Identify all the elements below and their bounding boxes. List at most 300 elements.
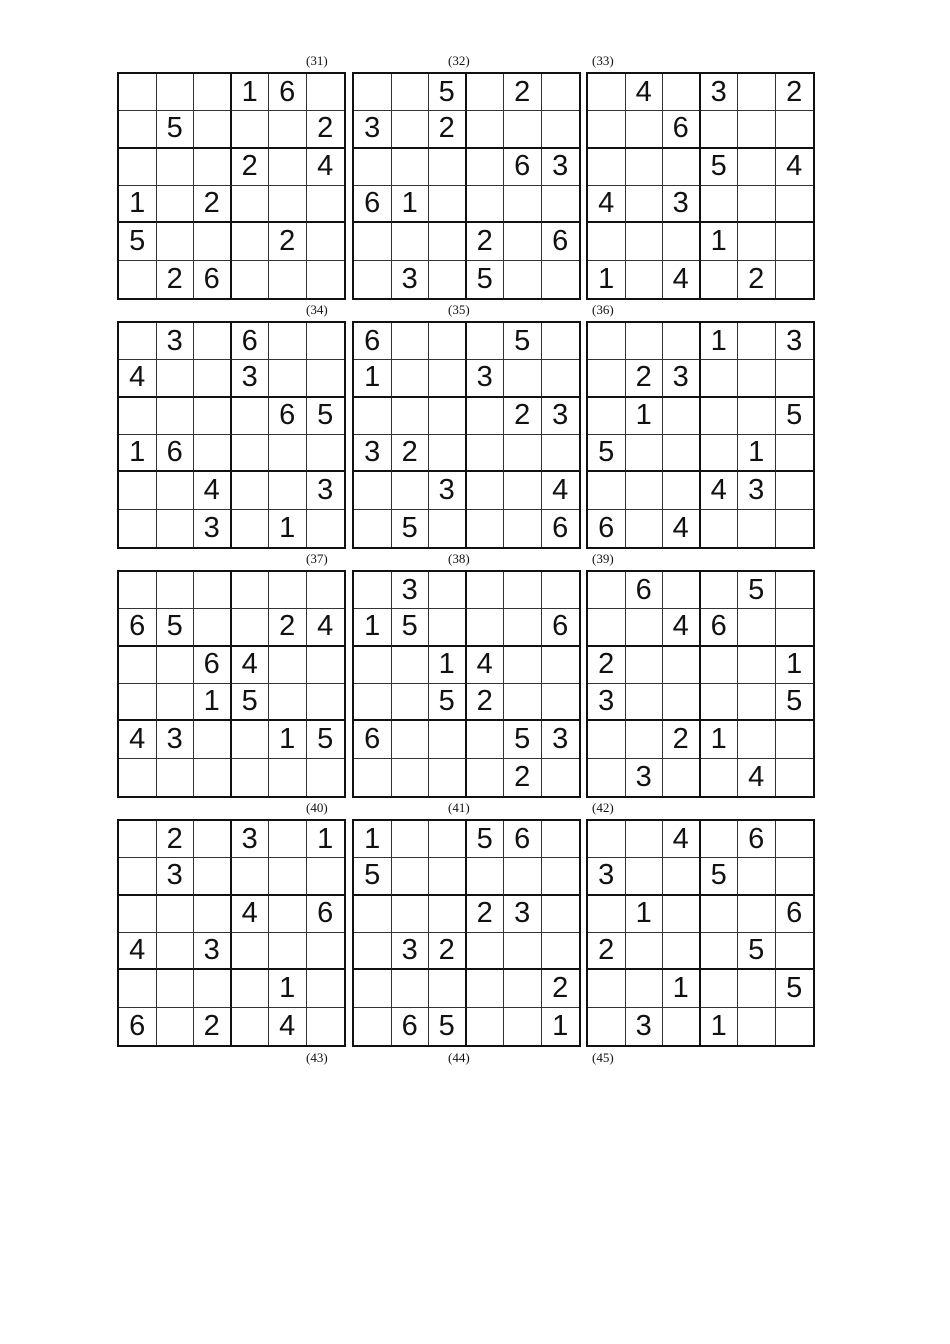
sudoku-cell: 1	[588, 261, 626, 298]
sudoku-cell	[738, 111, 776, 148]
sudoku-cell: 4	[232, 647, 270, 684]
sudoku-cell	[738, 186, 776, 223]
sudoku-cell	[626, 223, 664, 260]
sudoku-cell	[269, 435, 307, 472]
sudoku-cell	[663, 323, 701, 360]
sudoku-cell: 2	[626, 360, 664, 397]
sudoku-cell: 5	[307, 398, 345, 435]
sudoku-cell: 4	[467, 647, 505, 684]
sudoku-cell	[701, 759, 739, 796]
sudoku-cell	[119, 261, 157, 298]
sudoku-cell	[429, 223, 467, 260]
sudoku-cell: 2	[157, 261, 195, 298]
sudoku-cell	[738, 1008, 776, 1045]
sudoku-cell	[504, 684, 542, 721]
sudoku-cell: 3	[157, 323, 195, 360]
sudoku-cell	[157, 1008, 195, 1045]
sudoku-cell: 5	[467, 821, 505, 858]
sudoku-cell: 1	[776, 647, 814, 684]
sudoku-cell	[119, 572, 157, 609]
sudoku-cell	[588, 74, 626, 111]
sudoku-cell	[354, 510, 392, 547]
puzzle-number-label: (40)	[306, 800, 328, 815]
sudoku-cell: 2	[504, 398, 542, 435]
sudoku-cell	[542, 360, 580, 397]
sudoku-cell: 3	[738, 472, 776, 509]
sudoku-cell	[269, 759, 307, 796]
sudoku-cell	[119, 647, 157, 684]
sudoku-cell: 1	[701, 223, 739, 260]
sudoku-cell	[194, 970, 232, 1007]
sudoku-cell: 6	[194, 647, 232, 684]
sudoku-cell: 6	[392, 1008, 430, 1045]
sudoku-cell	[738, 896, 776, 933]
sudoku-cell: 4	[701, 472, 739, 509]
sudoku-cell	[354, 1008, 392, 1045]
sudoku-cell	[701, 111, 739, 148]
sudoku-cell	[504, 858, 542, 895]
sudoku-cell: 1	[663, 970, 701, 1007]
sudoku-cell	[663, 933, 701, 970]
sudoku-cell	[542, 111, 580, 148]
sudoku-cell	[542, 759, 580, 796]
puzzle-number-label: (34)	[306, 302, 328, 317]
sudoku-cell	[467, 186, 505, 223]
sudoku-cell	[588, 1008, 626, 1045]
sudoku-cell	[776, 472, 814, 509]
sudoku-cell: 2	[542, 970, 580, 1007]
sudoku-cell	[467, 721, 505, 758]
sudoku-cell	[307, 323, 345, 360]
sudoku-cell	[392, 472, 430, 509]
sudoku-cell	[194, 896, 232, 933]
sudoku-cell	[663, 572, 701, 609]
sudoku-cell: 3	[392, 933, 430, 970]
sudoku-grid	[352, 321, 581, 549]
sudoku-cell: 3	[542, 149, 580, 186]
sudoku-cell: 1	[738, 435, 776, 472]
sudoku-cell: 5	[392, 609, 430, 646]
sudoku-cell: 3	[157, 858, 195, 895]
sudoku-cell: 6	[626, 572, 664, 609]
sudoku-cell	[392, 684, 430, 721]
sudoku-cell: 2	[392, 435, 430, 472]
sudoku-cell	[232, 261, 270, 298]
sudoku-cell	[269, 933, 307, 970]
sudoku-cell	[504, 472, 542, 509]
sudoku-cell	[354, 896, 392, 933]
sudoku-cell	[738, 609, 776, 646]
sudoku-cell: 6	[194, 261, 232, 298]
sudoku-cell	[588, 398, 626, 435]
sudoku-cell	[467, 472, 505, 509]
sudoku-cell	[542, 933, 580, 970]
sudoku-cell: 3	[392, 261, 430, 298]
puzzle-number-label: (42)	[592, 800, 614, 815]
sudoku-cell	[663, 647, 701, 684]
sudoku-cell	[232, 933, 270, 970]
sudoku-cell	[429, 896, 467, 933]
sudoku-cell	[776, 609, 814, 646]
sudoku-cell	[504, 1008, 542, 1045]
sudoku-cell	[194, 721, 232, 758]
sudoku-cell: 4	[588, 186, 626, 223]
sudoku-cell: 5	[504, 323, 542, 360]
sudoku-cell	[429, 261, 467, 298]
sudoku-cell: 5	[588, 435, 626, 472]
sudoku-cell	[467, 1008, 505, 1045]
sudoku-cell	[542, 858, 580, 895]
sudoku-grid	[117, 570, 346, 798]
sudoku-cell: 3	[429, 472, 467, 509]
puzzle-number-label: (31)	[306, 53, 328, 68]
sudoku-cell	[429, 609, 467, 646]
sudoku-cell	[467, 323, 505, 360]
sudoku-cell	[663, 149, 701, 186]
sudoku-cell: 1	[269, 970, 307, 1007]
sudoku-cell	[663, 223, 701, 260]
sudoku-cell	[269, 472, 307, 509]
sudoku-cell	[429, 510, 467, 547]
sudoku-cell	[663, 1008, 701, 1045]
sudoku-cell	[626, 858, 664, 895]
sudoku-cell	[467, 572, 505, 609]
sudoku-grid	[117, 72, 346, 300]
sudoku-cell	[429, 970, 467, 1007]
sudoku-cell: 3	[467, 360, 505, 397]
sudoku-cell	[157, 74, 195, 111]
sudoku-cell	[738, 970, 776, 1007]
sudoku-cell	[392, 149, 430, 186]
sudoku-cell: 4	[776, 149, 814, 186]
sudoku-cell: 1	[307, 821, 345, 858]
sudoku-cell	[232, 572, 270, 609]
sudoku-cell: 1	[119, 435, 157, 472]
sudoku-cell	[467, 74, 505, 111]
sudoku-cell	[504, 223, 542, 260]
sudoku-cell	[354, 684, 392, 721]
sudoku-cell: 6	[776, 896, 814, 933]
sudoku-cell	[392, 721, 430, 758]
sudoku-cell	[157, 896, 195, 933]
sudoku-cell: 3	[663, 186, 701, 223]
sudoku-cell	[776, 759, 814, 796]
sudoku-cell: 2	[157, 821, 195, 858]
sudoku-cell: 5	[354, 858, 392, 895]
sudoku-cell: 1	[354, 609, 392, 646]
sudoku-cell	[467, 933, 505, 970]
sudoku-cell	[157, 398, 195, 435]
sudoku-cell	[701, 572, 739, 609]
sudoku-cell	[701, 684, 739, 721]
sudoku-cell: 5	[429, 74, 467, 111]
sudoku-cell: 3	[542, 721, 580, 758]
sudoku-grid	[586, 819, 815, 1047]
sudoku-cell	[354, 572, 392, 609]
puzzle-number-label: (39)	[592, 551, 614, 566]
sudoku-grid	[117, 321, 346, 549]
sudoku-cell	[119, 74, 157, 111]
sudoku-grid	[117, 819, 346, 1047]
sudoku-cell	[269, 572, 307, 609]
sudoku-cell	[588, 896, 626, 933]
sudoku-cell: 1	[552, 1009, 569, 1042]
sudoku-cell	[194, 111, 232, 148]
sudoku-cell	[504, 261, 542, 298]
sudoku-cell	[354, 261, 392, 298]
sudoku-cell: 1	[626, 896, 664, 933]
sudoku-cell: 2	[467, 223, 505, 260]
sudoku-cell: 6	[232, 323, 270, 360]
sudoku-cell: 3	[588, 858, 626, 895]
sudoku-cell: 6	[269, 398, 307, 435]
sudoku-cell	[354, 933, 392, 970]
sudoku-cell: 5	[429, 684, 467, 721]
sudoku-cell: 2	[232, 149, 270, 186]
sudoku-cell	[232, 759, 270, 796]
sudoku-cell: 4	[119, 721, 157, 758]
sudoku-cell	[307, 572, 345, 609]
sudoku-cell	[626, 510, 664, 547]
sudoku-grid	[586, 72, 815, 300]
sudoku-cell: 1	[429, 647, 467, 684]
sudoku-cell	[194, 435, 232, 472]
sudoku-cell	[119, 759, 157, 796]
sudoku-cell	[194, 858, 232, 895]
sudoku-cell: 4	[626, 74, 664, 111]
sudoku-cell: 5	[429, 1008, 467, 1045]
sudoku-cell	[354, 759, 392, 796]
sudoku-cell: 6	[504, 821, 542, 858]
sudoku-cell	[119, 684, 157, 721]
sudoku-cell: 6	[504, 149, 542, 186]
sudoku-cell: 2	[467, 896, 505, 933]
sudoku-cell	[119, 323, 157, 360]
sudoku-cell: 3	[626, 1008, 664, 1045]
sudoku-cell	[429, 360, 467, 397]
sudoku-cell	[626, 149, 664, 186]
sudoku-cell: 4	[663, 821, 701, 858]
sudoku-cell: 1	[701, 1008, 739, 1045]
sudoku-cell	[429, 759, 467, 796]
puzzle-number-label: (41)	[448, 800, 470, 815]
sudoku-cell	[701, 896, 739, 933]
sudoku-cell	[194, 398, 232, 435]
sudoku-cell	[157, 572, 195, 609]
sudoku-grid	[352, 72, 581, 300]
sudoku-cell	[232, 510, 270, 547]
sudoku-cell	[701, 970, 739, 1007]
sudoku-cell	[663, 759, 701, 796]
sudoku-cell	[626, 186, 664, 223]
puzzle-number-label: (33)	[592, 53, 614, 68]
sudoku-cell: 3	[663, 360, 701, 397]
sudoku-cell: 6	[157, 435, 195, 472]
sudoku-cell	[307, 933, 345, 970]
sudoku-cell	[307, 261, 345, 298]
sudoku-cell: 2	[663, 721, 701, 758]
sudoku-cell: 3	[232, 360, 270, 397]
sudoku-cell	[157, 759, 195, 796]
sudoku-cell	[269, 684, 307, 721]
sudoku-cell	[626, 721, 664, 758]
sudoku-cell	[269, 896, 307, 933]
sudoku-grid	[352, 570, 581, 798]
sudoku-cell	[429, 186, 467, 223]
sudoku-cell	[157, 472, 195, 509]
sudoku-cell: 4	[232, 896, 270, 933]
sudoku-cell	[157, 149, 195, 186]
sudoku-cell: 6	[119, 1008, 157, 1045]
sudoku-cell	[354, 149, 392, 186]
sudoku-cell	[504, 933, 542, 970]
sudoku-cell: 2	[429, 933, 467, 970]
sudoku-cell	[232, 721, 270, 758]
sudoku-cell	[467, 111, 505, 148]
sudoku-cell: 1	[269, 510, 307, 547]
sudoku-cell	[776, 821, 814, 858]
sudoku-cell	[626, 472, 664, 509]
sudoku-cell	[776, 186, 814, 223]
puzzle-number-label: (44)	[448, 1050, 470, 1065]
sudoku-grid	[352, 819, 581, 1047]
sudoku-cell	[467, 510, 505, 547]
sudoku-cell: 6	[542, 223, 580, 260]
sudoku-cell	[467, 149, 505, 186]
sudoku-cell	[269, 149, 307, 186]
sudoku-cell	[119, 398, 157, 435]
sudoku-cell: 3	[504, 896, 542, 933]
sudoku-cell	[663, 896, 701, 933]
sudoku-cell	[626, 323, 664, 360]
sudoku-cell	[232, 111, 270, 148]
sudoku-cell	[307, 1008, 345, 1045]
sudoku-cell	[157, 186, 195, 223]
sudoku-cell	[626, 435, 664, 472]
sudoku-cell	[701, 821, 739, 858]
sudoku-cell	[542, 896, 580, 933]
sudoku-cell: 3	[588, 684, 626, 721]
sudoku-cell	[269, 261, 307, 298]
sudoku-cell: 5	[119, 223, 157, 260]
sudoku-cell: 3	[626, 759, 664, 796]
sudoku-cell	[588, 609, 626, 646]
sudoku-cell	[269, 360, 307, 397]
sudoku-cell	[467, 759, 505, 796]
puzzle-number-label: (37)	[306, 551, 328, 566]
sudoku-cell: 3	[701, 74, 739, 111]
sudoku-cell	[194, 609, 232, 646]
sudoku-cell	[119, 858, 157, 895]
sudoku-cell	[588, 472, 626, 509]
sudoku-cell	[738, 684, 776, 721]
sudoku-cell	[626, 933, 664, 970]
sudoku-cell	[776, 360, 814, 397]
sudoku-cell	[504, 186, 542, 223]
sudoku-cell: 3	[392, 572, 430, 609]
sudoku-cell	[392, 858, 430, 895]
sudoku-cell	[392, 759, 430, 796]
sudoku-cell	[738, 510, 776, 547]
sudoku-cell: 5	[392, 510, 430, 547]
sudoku-cell: 4	[269, 1008, 307, 1045]
sudoku-cell	[588, 323, 626, 360]
sudoku-cell: 5	[701, 149, 739, 186]
sudoku-cell	[157, 360, 195, 397]
sudoku-cell: 4	[663, 609, 701, 646]
sudoku-cell	[307, 223, 345, 260]
sudoku-cell	[392, 360, 430, 397]
sudoku-cell	[354, 398, 392, 435]
sudoku-cell	[194, 360, 232, 397]
sudoku-cell	[701, 186, 739, 223]
sudoku-cell	[776, 111, 814, 148]
sudoku-cell: 6	[542, 609, 580, 646]
sudoku-cell	[588, 721, 626, 758]
sudoku-cell: 1	[392, 186, 430, 223]
sudoku-cell: 3	[307, 472, 345, 509]
sudoku-cell: 4	[542, 472, 580, 509]
sudoku-cell	[429, 572, 467, 609]
sudoku-cell	[194, 323, 232, 360]
sudoku-cell	[504, 647, 542, 684]
sudoku-cell: 5	[776, 684, 814, 721]
sudoku-cell	[232, 1008, 270, 1045]
sudoku-cell	[157, 933, 195, 970]
sudoku-cell	[776, 858, 814, 895]
sudoku-cell: 5	[504, 721, 542, 758]
sudoku-cell	[467, 970, 505, 1007]
sudoku-cell	[626, 647, 664, 684]
sudoku-cell: 6	[119, 609, 157, 646]
sudoku-cell	[354, 647, 392, 684]
sudoku-cell: 1	[701, 323, 739, 360]
sudoku-cell	[542, 572, 580, 609]
sudoku-cell: 6	[354, 186, 392, 223]
sudoku-cell	[588, 759, 626, 796]
sudoku-cell	[307, 74, 345, 111]
sudoku-cell: 2	[504, 74, 542, 111]
sudoku-cell: 2	[307, 111, 345, 148]
sudoku-cell	[429, 323, 467, 360]
sudoku-cell	[626, 609, 664, 646]
puzzle-number-label: (35)	[448, 302, 470, 317]
sudoku-cell: 6	[307, 896, 345, 933]
sudoku-cell	[542, 647, 580, 684]
sudoku-cell	[429, 721, 467, 758]
sudoku-cell	[307, 858, 345, 895]
sudoku-cell	[354, 223, 392, 260]
sudoku-cell: 3	[542, 398, 580, 435]
sudoku-cell	[738, 647, 776, 684]
sudoku-cell: 2	[269, 223, 307, 260]
sudoku-cell	[776, 435, 814, 472]
sudoku-cell: 2	[588, 647, 626, 684]
sudoku-cell	[738, 74, 776, 111]
sudoku-cell	[738, 323, 776, 360]
sudoku-cell: 4	[119, 360, 157, 397]
sudoku-cell	[776, 933, 814, 970]
puzzle-number-label: (45)	[592, 1050, 614, 1065]
sudoku-cell	[504, 572, 542, 609]
sudoku-cell	[392, 223, 430, 260]
sudoku-cell	[119, 896, 157, 933]
sudoku-cell	[588, 970, 626, 1007]
sudoku-cell	[119, 970, 157, 1007]
sudoku-cell	[307, 435, 345, 472]
sudoku-cell: 3	[194, 933, 232, 970]
sudoku-cell: 4	[663, 261, 701, 298]
